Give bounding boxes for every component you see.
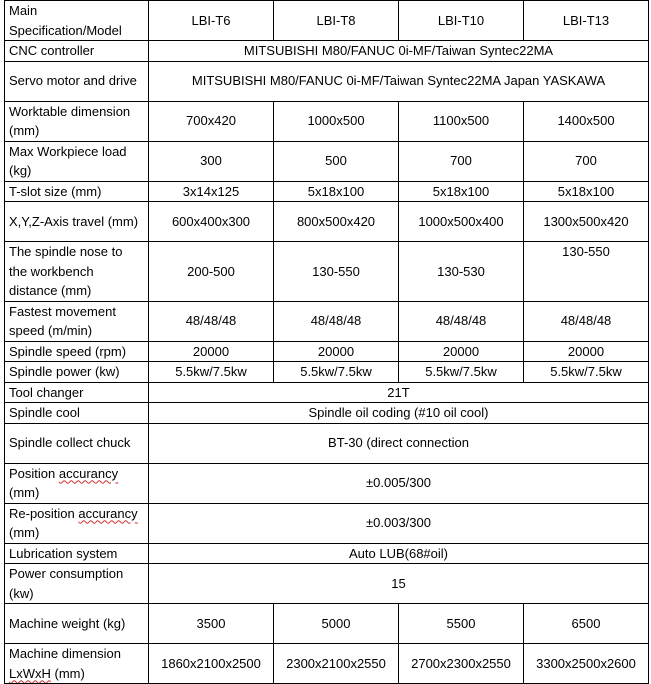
model-header: LBI-T13	[524, 1, 649, 41]
table-row	[5, 382, 649, 403]
row-label-part: Machine dimension	[9, 646, 122, 661]
table-row	[5, 242, 649, 302]
table-row	[5, 61, 649, 101]
row-label: Machine weight (kg)	[5, 604, 149, 644]
cell-value: 700	[399, 141, 524, 181]
table-row	[5, 564, 649, 604]
cell-value: 2300x2100x2550	[274, 644, 399, 684]
table-row	[5, 463, 649, 503]
cell-value: 200-500	[149, 242, 274, 302]
row-label: Spindle collect chuck	[5, 423, 149, 463]
cell-value: 130-550	[274, 242, 399, 302]
cell-value: 800x500x420	[274, 202, 399, 242]
row-label-part: (mm)	[9, 485, 40, 500]
cell-value: 5.5kw/7.5kw	[524, 362, 649, 383]
header-row	[5, 1, 649, 41]
row-label: Spindle cool	[5, 403, 149, 424]
row-value: ±0.005/300	[149, 463, 649, 503]
cell-value: 5.5kw/7.5kw	[399, 362, 524, 383]
row-label	[5, 644, 149, 684]
table-row	[5, 644, 649, 684]
row-label: CNC controller	[5, 41, 149, 62]
row-label: Servo motor and drive	[5, 61, 149, 101]
table-row	[5, 181, 649, 202]
model-header: LBI-T6	[149, 1, 274, 41]
table-row	[5, 543, 649, 564]
table-row	[5, 423, 649, 463]
row-label: Fastest movement speed (m/min)	[5, 301, 149, 341]
cell-value: 20000	[524, 341, 649, 362]
cell-value: 3x14x125	[149, 181, 274, 202]
table-row	[5, 101, 649, 141]
cell-value: 5x18x100	[524, 181, 649, 202]
cell-value: 6500	[524, 604, 649, 644]
row-label: Tool changer	[5, 382, 149, 403]
model-header: LBI-T10	[399, 1, 524, 41]
cell-value: 20000	[149, 341, 274, 362]
row-label: X,Y,Z-Axis travel (mm)	[5, 202, 149, 242]
header-label: Main Specification/Model	[5, 1, 149, 41]
cell-value: 300	[149, 141, 274, 181]
spec-table	[4, 0, 649, 684]
spellcheck-word: accurancy	[78, 505, 138, 521]
row-label: Spindle speed (rpm)	[5, 341, 149, 362]
row-value: MITSUBISHI M80/FANUC 0i-MF/Taiwan Syntec22MA Japan YASKAWA	[149, 61, 649, 101]
cell-value: 700x420	[149, 101, 274, 141]
row-value: ±0.003/300	[149, 503, 649, 543]
cell-value: 5500	[399, 604, 524, 644]
model-header: LBI-T8	[274, 1, 399, 41]
row-label: Max Workpiece load (kg)	[5, 141, 149, 181]
cell-value: 3500	[149, 604, 274, 644]
cell-value: 130-550	[524, 242, 649, 302]
row-value: 15	[149, 564, 649, 604]
cell-value: 600x400x300	[149, 202, 274, 242]
row-value: Spindle oil coding (#10 oil cool)	[149, 403, 649, 424]
row-label-part: Position	[9, 465, 59, 481]
row-value: BT-30 (direct connection	[149, 423, 649, 463]
cell-value: 700	[524, 141, 649, 181]
cell-value: 5.5kw/7.5kw	[149, 362, 274, 383]
row-label: Lubrication system	[5, 543, 149, 564]
cell-value: 48/48/48	[149, 301, 274, 341]
cell-value: 20000	[274, 341, 399, 362]
cell-value: 1000x500	[274, 101, 399, 141]
row-label	[5, 503, 149, 543]
cell-value: 1400x500	[524, 101, 649, 141]
table-row	[5, 41, 649, 62]
row-label-part: (mm)	[50, 665, 85, 681]
table-row	[5, 604, 649, 644]
cell-value: 5000	[274, 604, 399, 644]
cell-value: 5x18x100	[274, 181, 399, 202]
table-row	[5, 503, 649, 543]
cell-value: 1300x500x420	[524, 202, 649, 242]
cell-value: 1860x2100x2500	[149, 644, 274, 684]
cell-value: 500	[274, 141, 399, 181]
cell-value: 20000	[399, 341, 524, 362]
cell-value: 48/48/48	[274, 301, 399, 341]
cell-value: 5x18x100	[399, 181, 524, 202]
row-label: T-slot size (mm)	[5, 181, 149, 202]
table-row	[5, 141, 649, 181]
cell-value: 2700x2300x2550	[399, 644, 524, 684]
cell-value: 48/48/48	[524, 301, 649, 341]
row-label	[5, 463, 149, 503]
cell-value: 3300x2500x2600	[524, 644, 649, 684]
cell-value: 130-530	[399, 242, 524, 302]
table-row	[5, 202, 649, 242]
row-value: MITSUBISHI M80/FANUC 0i-MF/Taiwan Syntec22MA	[149, 41, 649, 62]
row-value: Auto LUB(68#oil)	[149, 543, 649, 564]
row-label-part: (mm)	[9, 525, 40, 540]
spellcheck-word: LxWxH	[9, 665, 51, 681]
row-label: Spindle power (kw)	[5, 362, 149, 383]
row-label-part: Re-position	[9, 505, 79, 521]
spellcheck-word: accurancy	[58, 465, 119, 481]
table-row	[5, 341, 649, 362]
row-label: Worktable dimension (mm)	[5, 101, 149, 141]
table-row	[5, 362, 649, 383]
cell-value: 1100x500	[399, 101, 524, 141]
row-value: 21T	[149, 382, 649, 403]
table-row	[5, 301, 649, 341]
cell-value: 1000x500x400	[399, 202, 524, 242]
table-row	[5, 403, 649, 424]
cell-value: 5.5kw/7.5kw	[274, 362, 399, 383]
row-label: The spindle nose to the workbench distance (mm)	[5, 242, 149, 302]
row-label: Power consumption (kw)	[5, 564, 149, 604]
cell-value: 48/48/48	[399, 301, 524, 341]
